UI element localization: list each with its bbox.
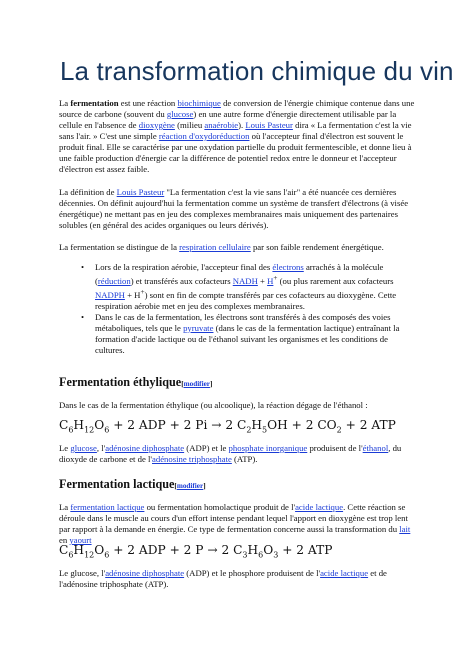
edit-link-wrapper	[174, 482, 205, 490]
text: (ATP).	[231, 454, 258, 464]
text: en	[59, 535, 70, 545]
lactique-intro	[59, 502, 417, 546]
list-item	[95, 262, 417, 312]
text: de conversion de l'énergie chimique contenue dans une source de carbone (souvent du	[59, 98, 415, 119]
term-fermentation: fermentation	[70, 98, 119, 108]
bracket: ]	[203, 482, 206, 490]
link-glucose[interactable]: glucose	[166, 109, 194, 119]
text: Dans le cas de la fermentation, les électrons sont transférés à des composés des voies métaboliques, tels que le	[95, 311, 391, 333]
text: ) sont en fin de compte transférés par ces cofacteurs au dioxygène. Cette respiration aérobie met en jeu des complexes membranaires.	[95, 289, 397, 311]
text: ) et transférés aux cofacteurs	[130, 275, 233, 286]
text: par son faible rendement énergétique.	[250, 242, 384, 252]
text: La	[59, 502, 71, 512]
eq-sub: 12	[84, 550, 95, 560]
eq-sub: 3	[273, 550, 279, 560]
bullet-list	[59, 262, 417, 356]
list-item	[95, 312, 417, 356]
eq-part: C	[59, 418, 69, 432]
heading-text: Fermentation éthylique	[59, 375, 182, 389]
eq-sub: 6	[68, 550, 74, 560]
link-louis-pasteur[interactable]: Louis Pasteur	[116, 187, 165, 197]
text: (ADP) et le phosphore produisent de l'	[184, 568, 321, 578]
link-biochimique[interactable]: biochimique	[177, 98, 221, 108]
link-acide-lactique[interactable]: acide lactique	[320, 568, 369, 578]
link-louis-pasteur[interactable]: Louis Pasteur	[245, 120, 293, 130]
section-heading-lactique	[59, 477, 206, 492]
text: +	[257, 275, 268, 286]
heading-text: Fermentation lactique	[59, 477, 175, 491]
link-oxydoreduction[interactable]: réaction d'oxydoréduction	[158, 131, 250, 141]
eq-part: O	[263, 543, 274, 557]
link-acide-lactique[interactable]: acide lactique	[295, 502, 344, 512]
text: est une réaction	[118, 98, 178, 108]
eq-part: + 2 ADP + 2 P → 2 C	[109, 543, 243, 557]
bracket: [	[181, 380, 184, 388]
link-pyruvate[interactable]: pyruvate	[183, 322, 214, 333]
link-phosphate-inorganique[interactable]: phosphate inorganique	[228, 443, 308, 453]
text: , du dioxyde de carbone et de l'	[59, 443, 402, 464]
text: où l'accepteur final d'électron est souvent le produit final. Elle se caractérise par une oxydation partielle du produit fermentescible, et donne lieu à une faible production d'énergie car la différence de potentiel redox entre le donneur et l'accepteur d'électron est assez faible.	[59, 131, 412, 174]
eq-sub: 6	[104, 550, 110, 560]
text: Dans le cas de la fermentation éthylique (ou alcoolique), la réaction dégage de l'éthanol :	[59, 400, 368, 410]
link-h[interactable]: H	[267, 275, 274, 286]
text: (ADP) et le	[184, 443, 229, 453]
eq-part: H	[247, 543, 259, 557]
ethylique-explanation	[59, 443, 417, 465]
eq-sub: 2	[246, 425, 252, 435]
eq-sub: 12	[84, 425, 95, 435]
link-nadph[interactable]: NADPH	[95, 289, 125, 300]
eq-part: + 2 ATP	[341, 418, 396, 432]
link-respiration-cellulaire[interactable]: respiration cellulaire	[179, 242, 251, 252]
text: , l'	[96, 443, 106, 453]
link-adenosine-diphosphate[interactable]: adénosine diphosphate	[105, 568, 185, 578]
superscript: +	[273, 274, 278, 282]
link-yaourt[interactable]: yaourt	[69, 535, 92, 545]
link-adenosine-diphosphate[interactable]: adénosine diphosphate	[105, 443, 185, 453]
link-electrons[interactable]: électrons	[272, 262, 304, 272]
text: ) en une autre forme d'énergie directement utilisable par la cellule en l'absence de	[59, 109, 397, 130]
eq-sub: 5	[262, 425, 268, 435]
eq-sub: 3	[242, 550, 248, 560]
eq-part: H	[251, 418, 263, 432]
text: La fermentation se distingue de la	[59, 242, 180, 252]
equation-ethylique	[59, 418, 396, 434]
text: produisent de l'	[307, 443, 363, 453]
text: (dans le cas de la fermentation lactique) entraînant la formation d'acide lactique ou de l'éthanol suivant les organismes et les conditions de cultures.	[95, 322, 400, 355]
ethylique-intro	[59, 400, 417, 411]
text: Lors de la respiration aérobie, l'accepteur final des	[95, 262, 273, 272]
link-ethanol[interactable]: éthanol	[362, 443, 389, 453]
link-fermentation-lactique[interactable]: fermentation lactique	[70, 502, 145, 512]
text: "La fermentation c'est la vie sans l'air" a été nuancée ces dernières décennies. On définit aujourd'hui la fermentation comme un système de transfert d'électrons (à visée énergétique) ne mettant pas en jeu des complexes membranaires mais uniquement des partenaires solubles (en général des acides organiques ou leurs dérivés).	[59, 187, 409, 230]
edit-link-wrapper	[181, 380, 212, 388]
text: ou fermentation homolactique produit de l'	[144, 502, 296, 512]
link-adenosine-triphosphate[interactable]: adénosine triphosphate	[152, 454, 232, 464]
definition-paragraph	[59, 187, 417, 231]
bracket: [	[174, 482, 177, 490]
link-lait[interactable]: lait	[399, 524, 411, 534]
text: dira « La fermentation c'est la vie sans l'air. » C'est une simple	[59, 120, 412, 141]
page-title: La transformation chimique du vin	[60, 56, 454, 86]
eq-part: + 2 ADP + 2 Pi → 2 C	[109, 418, 247, 432]
bracket: ]	[209, 380, 213, 388]
eq-part: OH + 2 CO	[267, 418, 337, 432]
text: Le glucose, l'	[59, 568, 106, 578]
link-dioxygene[interactable]: dioxygène	[138, 120, 175, 130]
eq-sub: 2	[336, 425, 342, 435]
distinction-paragraph	[59, 242, 417, 253]
edit-link[interactable]: modifier	[183, 380, 210, 388]
text: Le	[59, 443, 71, 453]
link-glucose[interactable]: glucose	[70, 443, 97, 453]
text: La définition de	[59, 187, 117, 197]
text: (ou plus rarement aux cofacteurs	[277, 275, 394, 286]
text: + H	[124, 289, 141, 300]
eq-part: C	[59, 543, 69, 557]
text: ).	[238, 120, 246, 130]
lactique-explanation	[59, 568, 417, 590]
eq-part: O	[94, 418, 105, 432]
eq-sub: 6	[104, 425, 110, 435]
equation-lactique	[59, 543, 332, 559]
text: La	[59, 98, 71, 108]
link-nadh[interactable]: NADH	[232, 275, 258, 286]
eq-sub: 6	[258, 550, 264, 560]
eq-part: O	[94, 543, 105, 557]
intro-paragraph	[59, 98, 417, 175]
text: . Cette réaction se déroule dans le muscle au cours d'un effort intense pendant lequel l'apport en dioxygène est trop lent par rapport à la demande en énergie. Ce type de fermentation concerne aussi la transformation du	[59, 502, 408, 534]
eq-part: H	[73, 543, 85, 557]
text: arrachés à la molécule (	[95, 262, 384, 286]
eq-sub: 6	[68, 425, 74, 435]
eq-part: H	[73, 418, 85, 432]
eq-part: + 2 ATP	[278, 543, 333, 557]
link-reduction[interactable]: réduction	[97, 275, 131, 286]
text: et de l'adénosine triphosphate (ATP).	[59, 568, 387, 589]
link-anaerobie[interactable]: anaérobie	[204, 120, 239, 130]
text: (milieu	[174, 120, 205, 130]
superscript: +	[140, 287, 145, 296]
edit-link[interactable]: modifier	[176, 482, 204, 490]
section-heading-ethylique	[59, 375, 212, 390]
